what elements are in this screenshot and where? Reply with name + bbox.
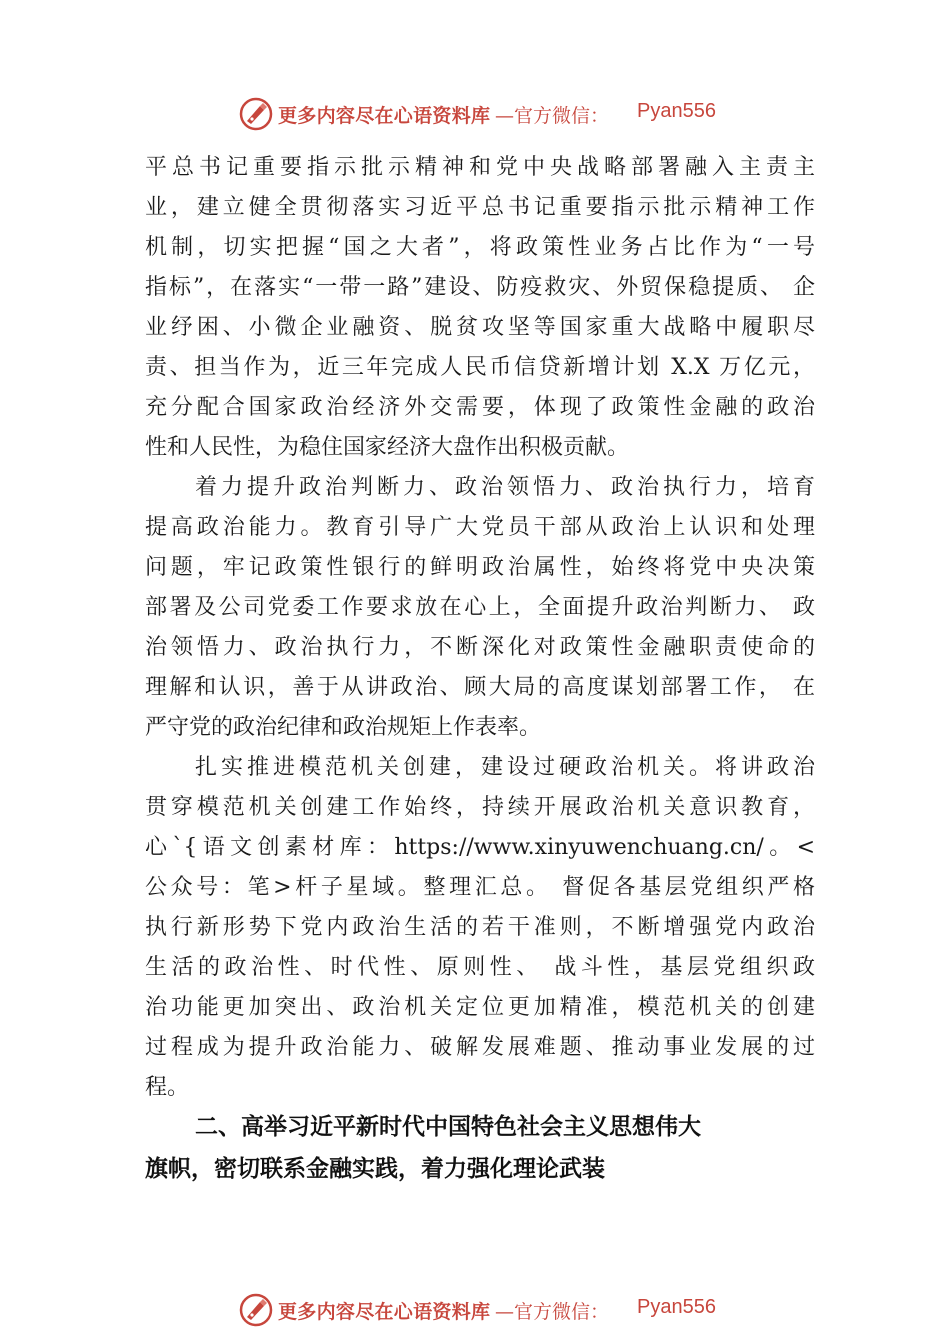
paragraph-line: 程。 [145, 1075, 190, 1100]
paragraph-line: 业纾困、小微企业融资、脱贫攻坚等国家重大战略中履职尽 [145, 315, 815, 340]
paragraph-line: 业，建立健全贯彻落实习近平总书记重要指示批示精神工作 [145, 195, 815, 220]
paragraph-line: 公众号：笔>杆子星域。整理汇总。 督促各基层党组织严格 [145, 875, 815, 900]
section-heading-line-2: 旗帜，密切联系金融实践，着力强化理论武装 [145, 1156, 605, 1182]
paragraph-line: 部署及公司党委工作要求放在心上，全面提升政治判断力、 政 [145, 595, 815, 620]
paragraph-line: 着力提升政治判断力、政治领悟力、政治执行力，培育 [195, 475, 815, 500]
pen-nib-logo-icon [238, 96, 274, 132]
footer-banner[interactable] [0, 1290, 950, 1330]
banner-brand: 更多内容尽在心语资料库 [278, 1301, 491, 1323]
header-banner[interactable] [0, 94, 950, 134]
paragraph-line: 治功能更加突出、政治机关定位更加精准，模范机关的创建 [145, 995, 815, 1020]
paragraph-line: 提高政治能力。教育引导广大党员干部从政治上认识和处理 [145, 515, 815, 540]
paragraph-line: 执行新形势下党内政治生活的若干准则，不断增强党内政治 [145, 915, 815, 940]
banner-brand: 更多内容尽在心语资料库 [278, 105, 491, 127]
paragraph-line: 心`{语文创素材库：https://www.xinyuwenchuang.cn/。< [145, 835, 815, 860]
pen-nib-logo-icon [238, 1292, 274, 1328]
paragraph-line: 责、担当作为，近三年完成人民币信贷新增计划 X.X 万亿元， [145, 355, 815, 380]
banner-label: —官方微信： [495, 1301, 610, 1323]
paragraph-line: 机制，切实把握“国之大者”，将政策性业务占比作为“一号 [145, 235, 815, 260]
paragraph-line: 性和人民性，为稳住国家经济大盘作出积极贡献。 [145, 435, 630, 460]
paragraph-line: 严守党的政治纪律和政治规矩上作表率。 [145, 715, 542, 740]
paragraph-line: 过程成为提升政治能力、破解发展难题、推动事业发展的过 [145, 1035, 815, 1060]
paragraph-line: 指标”，在落实“一带一路”建设、防疫救灾、外贸保稳提质、 企 [145, 275, 815, 300]
paragraph-line: 治领悟力、政治执行力，不断深化对政策性金融职责使命的 [145, 635, 815, 660]
paragraph-line: 理解和认识，善于从讲政治、顾大局的高度谋划部署工作， 在 [145, 675, 815, 700]
paragraph-line: 贯穿模范机关创建工作始终，持续开展政治机关意识教育， [145, 795, 815, 820]
section-heading-line-1: 二、高举习近平新时代中国特色社会主义思想伟大 [195, 1114, 701, 1140]
banner-wechat-id: Pyan556 [637, 100, 716, 122]
paragraph-line: 充分配合国家政治经济外交需要，体现了政策性金融的政治 [145, 395, 815, 420]
banner-label: —官方微信： [495, 105, 610, 127]
paragraph-line: 问题，牢记政策性银行的鲜明政治属性，始终将党中央决策 [145, 555, 815, 580]
banner-wechat-id: Pyan556 [637, 1296, 716, 1318]
paragraph-line: 生活的政治性、时代性、原则性、 战斗性，基层党组织政 [145, 955, 815, 980]
paragraph-line: 平总书记重要指示批示精神和党中央战略部署融入主责主 [145, 155, 815, 180]
paragraph-line: 扎实推进模范机关创建，建设过硬政治机关。将讲政治 [195, 755, 815, 780]
